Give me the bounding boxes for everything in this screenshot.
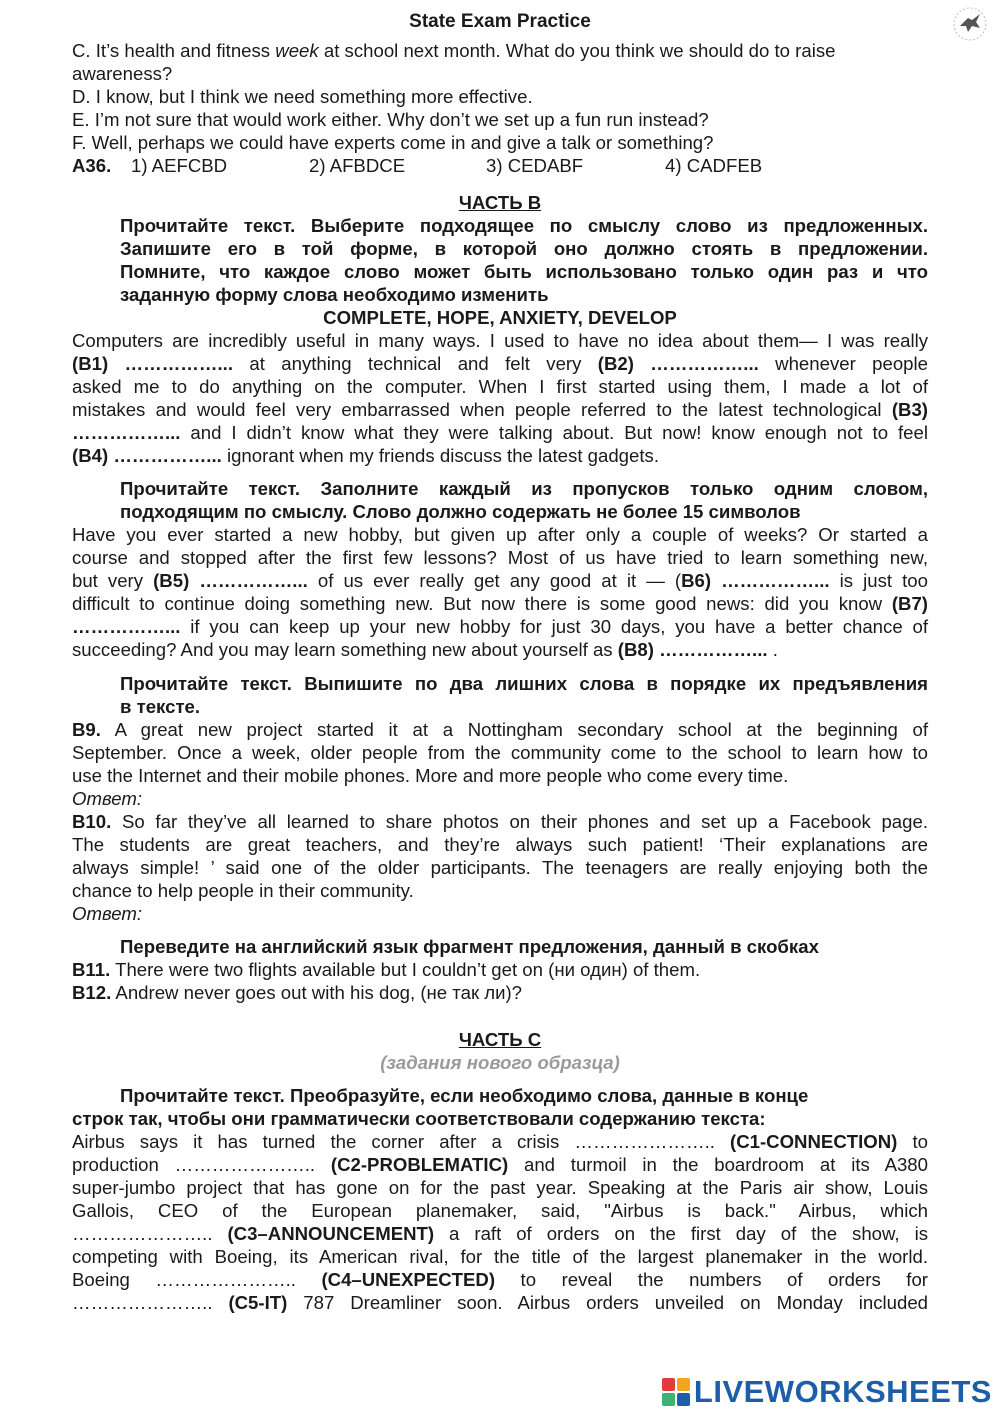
- text-line: production ………………….. (C2-PROBLEMATIC) and turmoil in the boardroom at its A380: [72, 1154, 928, 1175]
- option-1[interactable]: 1) AEFCBD: [131, 155, 228, 176]
- dialogue-line-e: E. I’m not sure that would work either. Why don’t we set up a fun run instead?: [72, 109, 709, 130]
- part-c-subheading: (задания нового образца): [380, 1052, 620, 1073]
- instruction-line: Запишите его в той форме, в которой оно должно стоять в предложении.: [120, 238, 928, 259]
- gap-c5[interactable]: (C5-IT): [228, 1292, 288, 1313]
- text-line: ………………….. (C5-IT) 787 Dreamliner soon. Airbus orders unveiled on Monday included: [72, 1292, 928, 1313]
- gap-b8[interactable]: (B8) ……………...: [617, 639, 768, 660]
- text-line: B12. Andrew never goes out with his dog, (не так ли)?: [72, 982, 523, 1003]
- liveworksheets-logo-icon: [662, 1378, 690, 1406]
- gap-b3[interactable]: ……………...: [72, 422, 181, 443]
- liveworksheets-footer[interactable]: [662, 1375, 992, 1409]
- text-line: use the Internet and their mobile phones. More and more people who come every time.: [72, 765, 789, 786]
- option-3[interactable]: 3) CEDABF: [486, 155, 584, 176]
- text-line: Computers are incredibly useful in many ways. I used to have no idea about them— I was really: [72, 330, 928, 351]
- dialogue-line-d: D. I know, but I think we need something more effective.: [72, 86, 533, 107]
- instruction-line: Прочитайте текст. Заполните каждый из пропусков только одним словом,: [120, 478, 928, 499]
- instruction-line: Помните, что каждое слово может быть использовано только один раз и что: [120, 261, 928, 282]
- gap-c2[interactable]: (C2-PROBLEMATIC): [330, 1154, 509, 1175]
- text-line: chance to help people in their community.: [72, 880, 414, 901]
- text-line: Boeing ………………….. (C4–UNEXPECTED) to reveal the numbers of orders for: [72, 1269, 928, 1290]
- text-line: B11. There were two flights available but I couldn’t get on (ни один) of them.: [72, 959, 701, 980]
- gap-b4[interactable]: (B4) ……………...: [72, 445, 222, 466]
- text-line: mistakes and would feel very embarrassed when people referred to the latest technological (B3): [72, 399, 928, 420]
- text-line: ………………….. (C3–ANNOUNCEMENT) a raft of orders on the first day of the show, is: [72, 1223, 928, 1244]
- instruction-line: заданную форму слова необходимо изменить: [120, 284, 549, 305]
- text-line: always simple! ’ said one of the older participants. The teenagers are really enjoying both the: [72, 857, 928, 878]
- text-line: ……………... and I didn’t know what they were talking about. But now! know enough not to feel: [72, 422, 928, 443]
- part-b-heading: ЧАСТЬ В: [458, 192, 542, 213]
- gap-b3-label: (B3): [891, 399, 928, 420]
- text-line: course and stopped after the first few lessons? Most of us have tried to learn something new,: [72, 547, 928, 568]
- text-line: super-jumbo project that has gone on for the past year. Speaking at the Paris air show, Louis: [72, 1177, 928, 1198]
- dialogue-line-f: F. Well, perhaps we could have experts come in and give a talk or something?: [72, 132, 714, 153]
- gap-b2[interactable]: (B2) ……………...: [597, 353, 759, 374]
- text-line: September. Once a week, older people from the community come to the school to learn how to: [72, 742, 928, 763]
- text-line: but very (B5) ……………... of us ever really get any good at it — (B6) ……………... is just too: [72, 570, 928, 591]
- gap-b5[interactable]: (B5) ……………...: [153, 570, 308, 591]
- brand-name: LIVEWORKSHEETS: [693, 1374, 992, 1409]
- text-line: Airbus says it has turned the corner after a crisis ………………….. (C1-CONNECTION) to: [72, 1131, 928, 1152]
- text-line: succeeding? And you may learn something new about yourself as (B8) ……………... .: [72, 639, 778, 660]
- text-line: (B4) ……………... ignorant when my friends discuss the latest gadgets.: [72, 445, 659, 466]
- option-4[interactable]: 4) CADFEB: [665, 155, 763, 176]
- instruction-line: Переведите на английский язык фрагмент предложения, данный в скобках: [120, 936, 819, 957]
- answer-field-b9[interactable]: Ответ:: [72, 788, 143, 809]
- gap-c4[interactable]: (C4–UNEXPECTED): [321, 1269, 496, 1290]
- instruction-line: подходящим по смыслу. Слово должно содержать не более 15 символов: [120, 501, 801, 522]
- instruction-line: Прочитайте текст. Выпишите по два лишних слова в порядке их предъявления: [120, 673, 928, 694]
- dialogue-line-c-cont: awareness?: [72, 63, 173, 84]
- gap-c1[interactable]: (C1-CONNECTION): [730, 1131, 898, 1152]
- gap-b1[interactable]: (B1) ……………...: [72, 353, 233, 374]
- dialogue-line-c: C. It’s health and fitness week at school next month. What do you think we should do to raise: [72, 40, 836, 61]
- question-label: B11.: [72, 959, 111, 980]
- text-line: B10. So far they’ve all learned to share photos on their phones and set up a Facebook page.: [72, 811, 928, 832]
- gap-b7[interactable]: ……………...: [72, 616, 181, 637]
- text-line: Gallois, CEO of the European planemaker, said, "Airbus is back." Airbus, which: [72, 1200, 928, 1221]
- gap-b7-label: (B7): [891, 593, 928, 614]
- page-title: State Exam Practice: [409, 11, 591, 32]
- question-label: B9.: [72, 719, 101, 740]
- part-c-heading: ЧАСТЬ С: [458, 1029, 542, 1050]
- text-line: difficult to continue doing something new. But now there is some good news: did you know (B7): [72, 593, 928, 614]
- instruction-line: Прочитайте текст. Преобразуйте, если необходимо слова, данные в конце: [120, 1085, 809, 1106]
- word-bank: COMPLETE, HOPE, ANXIETY, DEVELOP: [323, 307, 677, 328]
- text-line: (B1) ……………... at anything technical and felt very (B2) ……………... whenever people: [72, 353, 928, 374]
- instruction-line: Прочитайте текст. Выберите подходящее по смыслу слово из предложенных.: [120, 215, 928, 236]
- answer-field-b10[interactable]: Ответ:: [72, 903, 143, 924]
- text-line: B9. A great new project started it at a Nottingham secondary school at the beginning of: [72, 719, 928, 740]
- question-label: B10.: [72, 811, 112, 832]
- text-line: ……………... if you can keep up your new hobby for just 30 days, you have a better chance of: [72, 616, 928, 637]
- text-line: Have you ever started a new hobby, but given up after only a couple of weeks? Or started a: [72, 524, 928, 545]
- option-2[interactable]: 2) AFBDCE: [309, 155, 406, 176]
- instruction-line: в тексте.: [120, 696, 201, 717]
- instruction-line: строк так, чтобы они грамматически соответствовали содержанию текста:: [72, 1108, 766, 1129]
- gap-b6[interactable]: B6) ……………...: [681, 570, 830, 591]
- question-label: B12.: [72, 982, 112, 1003]
- text-line: asked me to do anything on the computer. When I first started using them, I made a lot of: [72, 376, 928, 397]
- text-line: competing with Boeing, its American rival, for the title of the largest planemaker in the world.: [72, 1246, 928, 1267]
- gap-c3[interactable]: (C3–ANNOUNCEMENT): [227, 1223, 435, 1244]
- question-label: A36.: [72, 155, 112, 176]
- text-line: The students are great teachers, and they’re always such patient! ‘Their explanations are: [72, 834, 928, 855]
- a36-answer-options: [72, 154, 928, 177]
- eagle-logo-icon: [952, 6, 988, 42]
